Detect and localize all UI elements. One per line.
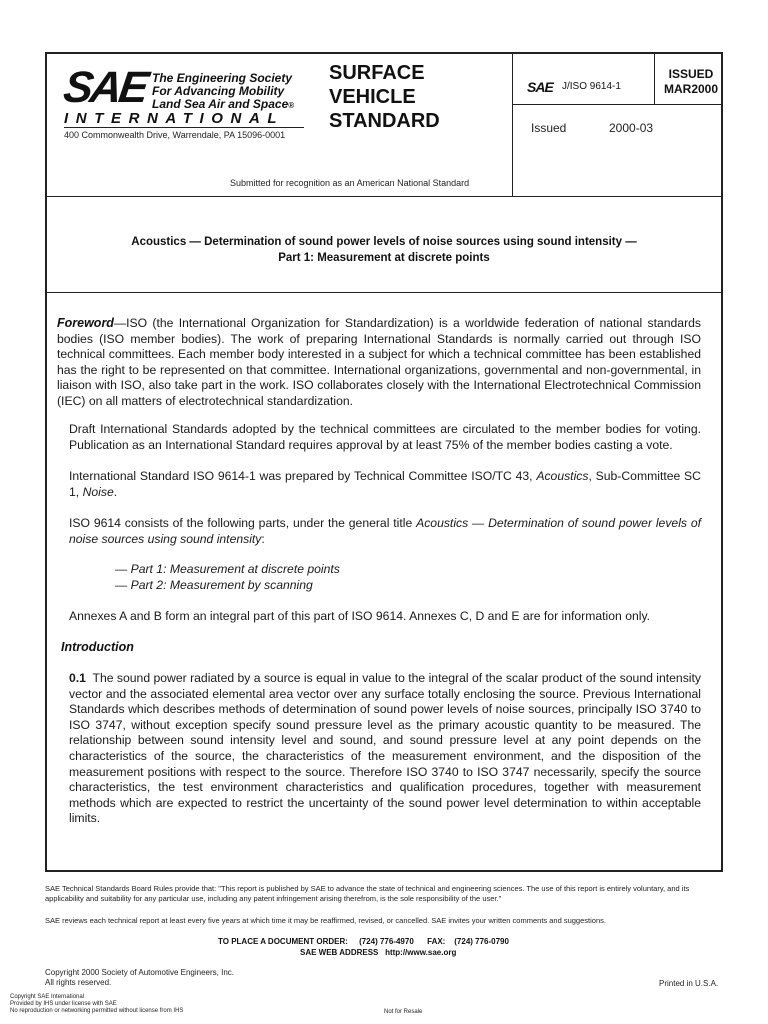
fax-label: FAX: bbox=[427, 937, 446, 946]
order-label: TO PLACE A DOCUMENT ORDER: bbox=[218, 937, 348, 946]
fax-number: (724) 776-0790 bbox=[454, 937, 509, 946]
ihs-line: No reproduction or networking permitted without license from IHS bbox=[10, 1008, 184, 1014]
logo-underline bbox=[64, 127, 304, 128]
voting-paragraph: Draft International Standards adopted by the technical committees are circulated to the member bodies for voting. Publication as an International Standard requires approval by at least 75% of the member bodies casting a vote. bbox=[69, 422, 701, 452]
board-rules-note: SAE Technical Standards Board Rules provide that: "This report is published by SAE to advance the state of technical and engineering sciences. The use of this report is entirely voluntary, and its applicability and suitability for any particular use, including any patent infringement arising therefrom, is the sole responsibility of the user." bbox=[45, 884, 690, 903]
web-label: SAE WEB ADDRESS bbox=[300, 948, 379, 957]
tc-italic: Acoustics bbox=[536, 469, 589, 483]
printed-note: Printed in U.S.A. bbox=[659, 979, 719, 988]
foreword-paragraph bbox=[57, 316, 701, 410]
intro-paragraph bbox=[69, 671, 701, 827]
issued-box-label: ISSUED bbox=[668, 67, 714, 81]
logo-tagline bbox=[152, 72, 294, 112]
foreword-text: —ISO (the International Organization for Standardization) is a worldwide federation of national standards bodies (ISO member bodies). The work of preparing International Standards is normally carried out through ISO technical committees. Each member body interested in a subject for which a technical committee has been established has the right to be represented on that committee. International organizations, governmental and non-governmental, in liaison with ISO, also take part in the work. ISO collaborates closely with the International Electrotechnical Commission (IEC) on all matters of electrotechnical standardization. bbox=[57, 316, 701, 408]
tc-text: , Sub-Committee SC 1, bbox=[69, 469, 701, 499]
document-title bbox=[47, 234, 721, 266]
sae-logo: SAE bbox=[60, 63, 149, 112]
code-sae-mark: SAE bbox=[527, 79, 553, 95]
issued-box bbox=[661, 67, 721, 97]
tc-text: . bbox=[113, 484, 118, 499]
resale-notice: Not for Resale bbox=[384, 1009, 423, 1015]
standard-type-line: STANDARD bbox=[329, 110, 440, 132]
issued-label: Issued bbox=[531, 121, 567, 135]
list-item: — Part 1: Measurement at discrete points bbox=[115, 562, 340, 576]
header-divider bbox=[45, 196, 723, 197]
annexes-paragraph: Annexes A and B form an integral part of this part of ISO 9614. Annexes C, D and E are for information only. bbox=[69, 609, 651, 623]
rights-text: All rights reserved. bbox=[45, 978, 112, 987]
foreword-heading: Foreword bbox=[57, 316, 114, 330]
standard-type bbox=[329, 61, 440, 133]
issued-box-date: MAR2000 bbox=[663, 82, 719, 96]
ihs-line: Provided by IHS under license with SAE bbox=[10, 1001, 117, 1007]
introduction-heading: Introduction bbox=[61, 640, 134, 654]
ihs-notice bbox=[10, 994, 183, 1015]
standard-type-line: SURFACE bbox=[329, 62, 425, 84]
standard-type-line: VEHICLE bbox=[329, 86, 416, 108]
ihs-line: Copyright SAE International bbox=[10, 994, 85, 1000]
document-code: J/ISO 9614-1 bbox=[562, 81, 621, 92]
tc-italic: Noise bbox=[82, 484, 114, 499]
order-info bbox=[218, 937, 509, 946]
submitted-note: Submitted for recognition as an American National Standard bbox=[230, 178, 470, 188]
copyright-block bbox=[45, 968, 234, 988]
logo-tagline-text: Land Sea Air and Space bbox=[152, 97, 289, 111]
issued-box-divider bbox=[654, 52, 655, 104]
header-column-divider bbox=[512, 52, 513, 196]
document-title-line2: Part 1: Measurement at discrete points bbox=[278, 252, 490, 264]
logo-international: INTERNATIONAL bbox=[64, 110, 285, 127]
list-item: — Part 2: Measurement by scanning bbox=[115, 577, 313, 592]
sae-address: 400 Commonwealth Drive, Warrendale, PA 15096-0001 bbox=[64, 130, 286, 140]
web-info bbox=[300, 948, 456, 957]
logo-tagline-line: For Advancing Mobility bbox=[152, 84, 285, 98]
parts-italic: Acoustics — Determination of sound power levels of noise sources using sound intensity bbox=[69, 516, 701, 546]
title-divider bbox=[45, 292, 723, 293]
document-title-line1: Acoustics — Determination of sound power levels of noise sources using sound intensity — bbox=[131, 236, 637, 248]
registered-mark: ® bbox=[288, 101, 295, 110]
issued-date: 2000-03 bbox=[609, 121, 654, 135]
clause-number: 0.1 bbox=[69, 671, 86, 685]
copyright-text: Copyright 2000 Society of Automotive Engineers, Inc. bbox=[45, 968, 234, 977]
logo-tagline-line: The Engineering Society bbox=[152, 71, 293, 85]
order-phone: (724) 776-4970 bbox=[359, 937, 414, 946]
web-link[interactable]: http://www.sae.org bbox=[385, 948, 457, 957]
parts-text: ISO 9614 consists of the following parts, under the general title bbox=[69, 516, 417, 530]
intro-text: The sound power radiated by a source is equal in value to the integral of the scalar product of the sound intensity vector and the associated elemental area vector over any surface totally enclosing the source. Previous International Standards which describes methods of determination of sound power levels of noise sources, principally ISO 3740 to ISO 3747, without exception specify sound pressure level as the primary acoustic quantity to be measured. The relationship between sound intensity level and sound, and sound pressure level at any point depends on the characteristics of the source, the characteristics of the measurement environment, and the disposition of the measurement positions with respect to the source. Therefore ISO 3740 to ISO 3747 necessarily, specify the source characteristics, the test environment characteristics and qualification procedures, together with measurement methods which are expected to restrict the uncertainty of the sound power level determination to within acceptable limits. bbox=[69, 671, 701, 826]
parts-paragraph bbox=[69, 516, 701, 547]
tc-paragraph bbox=[69, 469, 701, 500]
parts-list bbox=[115, 562, 340, 593]
parts-text: : bbox=[261, 531, 265, 546]
code-row-divider bbox=[512, 104, 723, 105]
tc-text: International Standard ISO 9614-1 was prepared by Technical Committee ISO/TC 43, bbox=[69, 469, 537, 483]
review-note: SAE reviews each technical report at least every five years at which time it may be reaffirmed, revised, or cancelled. SAE invites your written comments and suggestions. bbox=[45, 916, 606, 925]
